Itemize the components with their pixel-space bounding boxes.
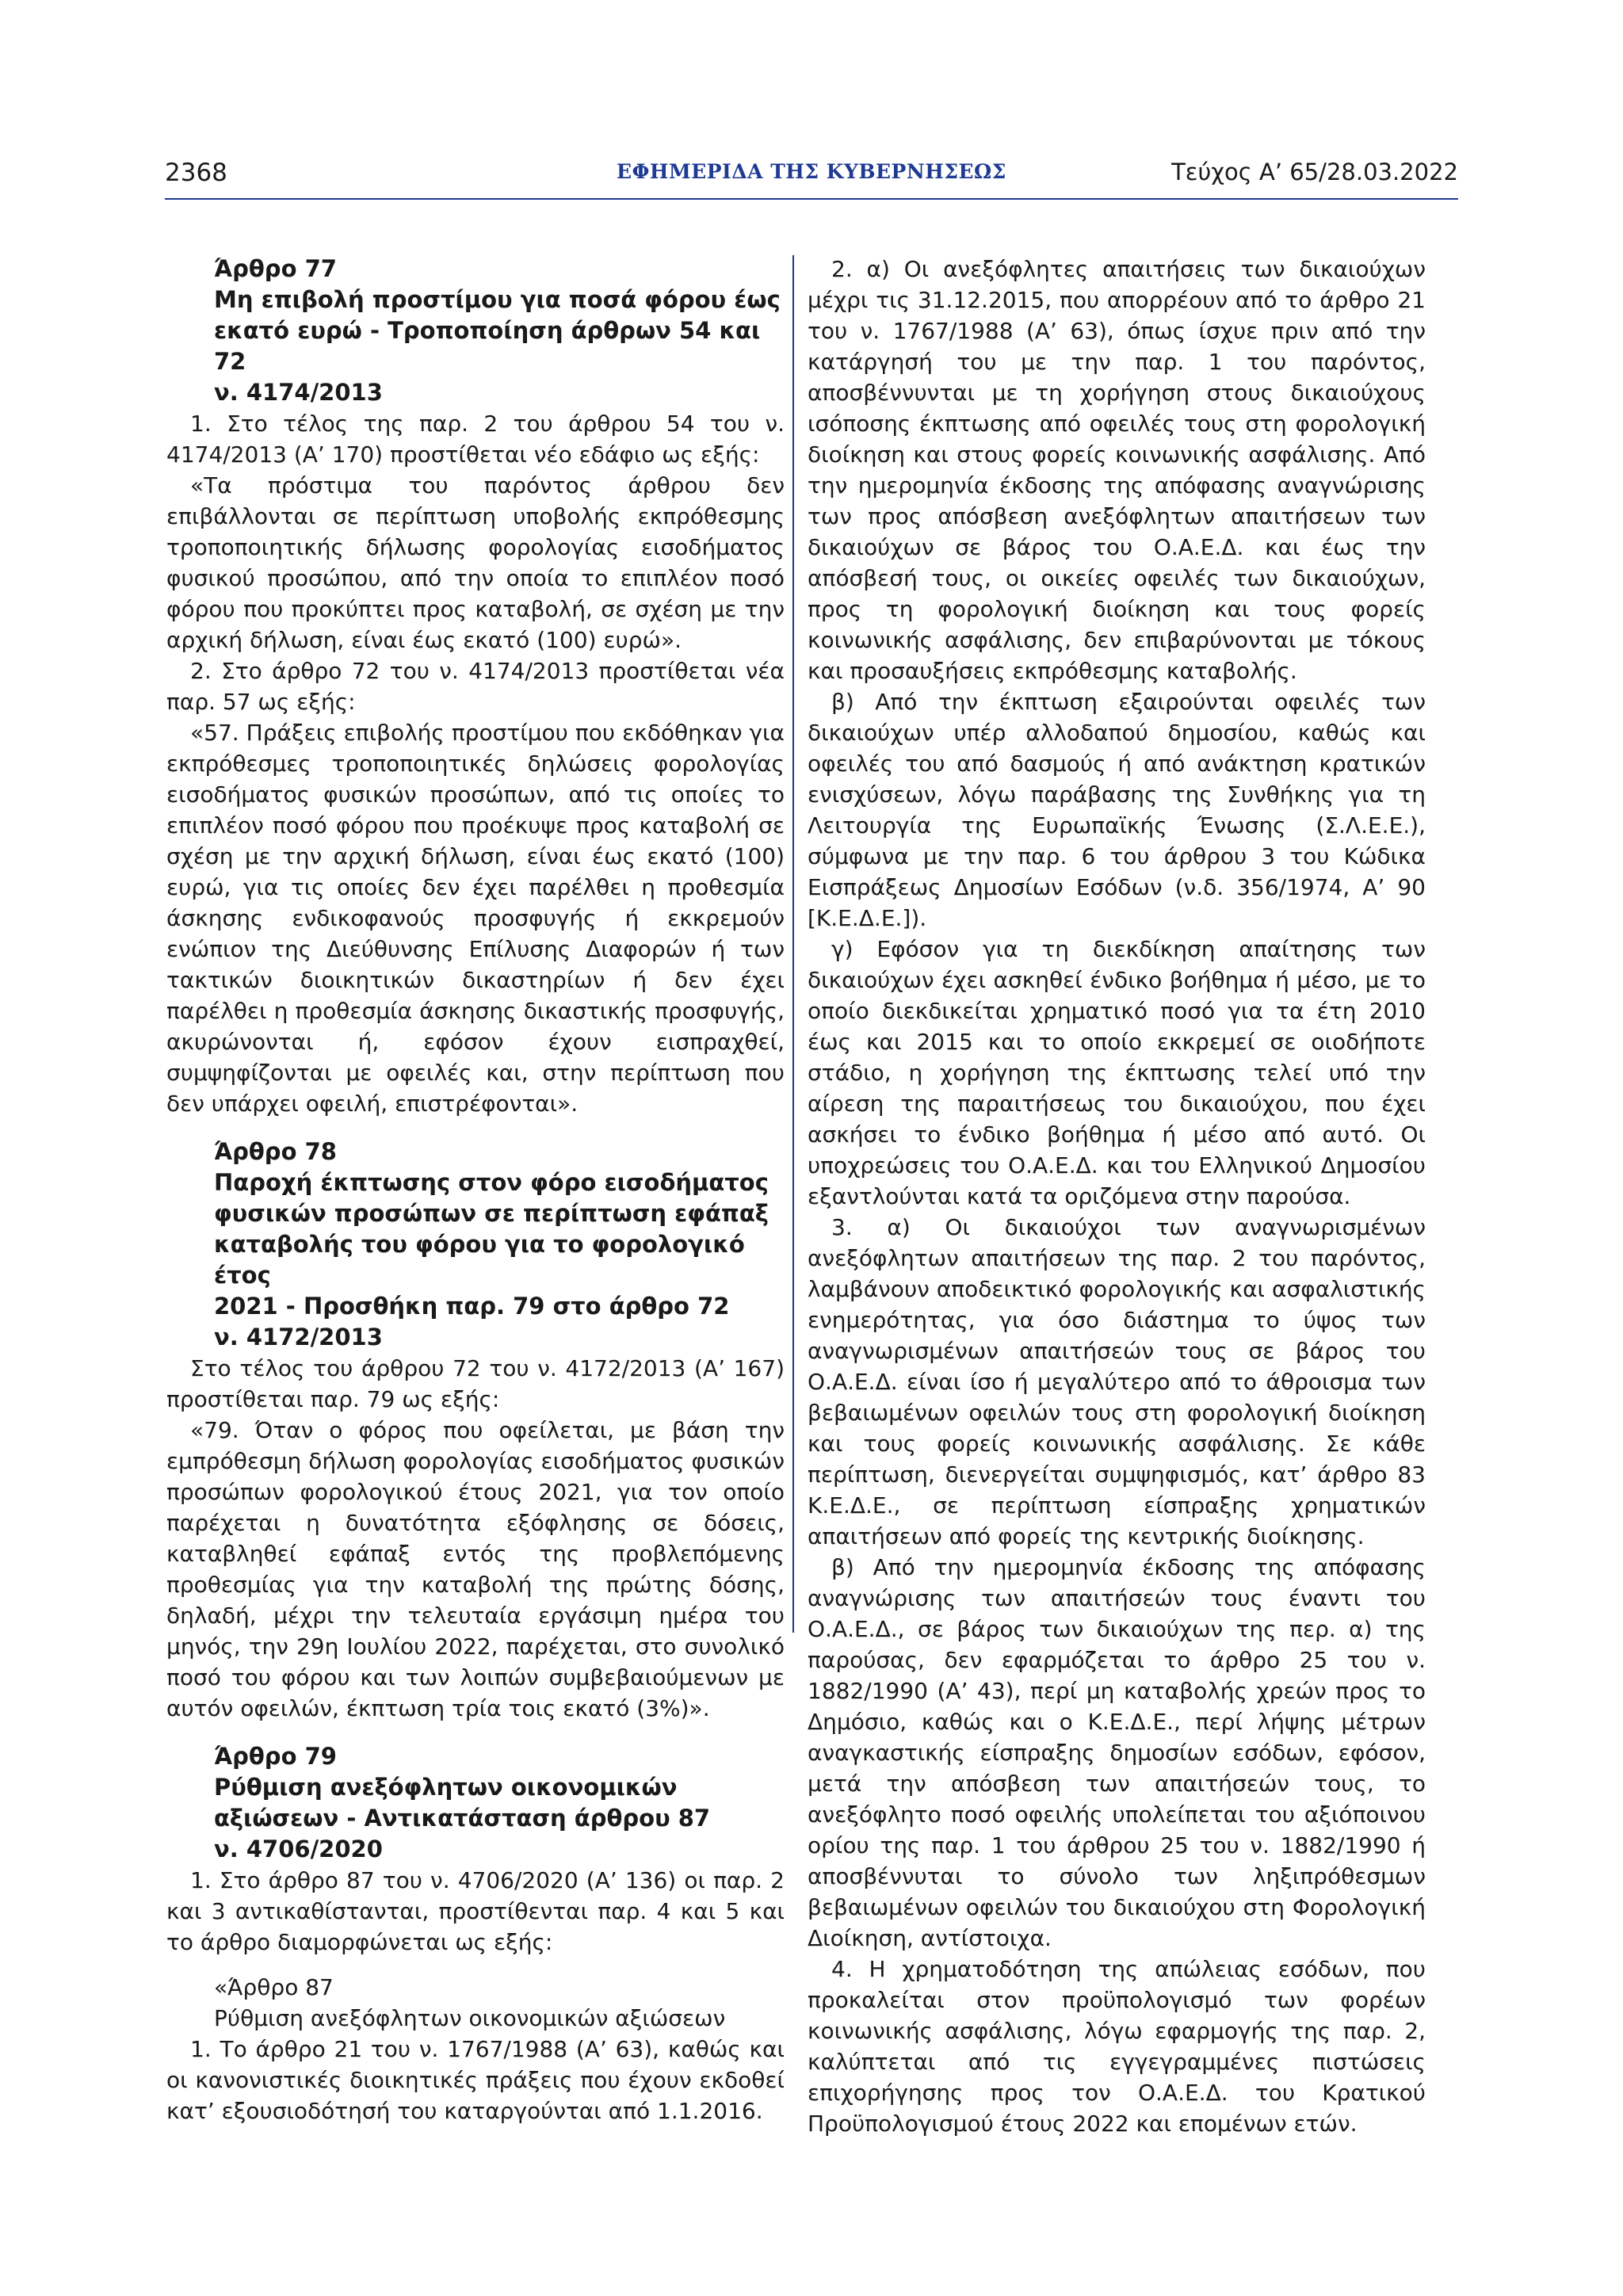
paragraph: β) Από την ημερομηνία έκδοσης της απόφασης αναγνώρισης των απαιτήσεών τους έναντι του Ο.Α.Ε.Δ., σε βάρος των δικαιούχων της περ. α) της παρούσας, δεν εφαρμόζεται το άρθρο 25 του ν. 1882/1990 (Α’ 43), περί μη καταβολής χρεών προς το Δημόσιο, καθώς και ο Κ.Ε.Δ.Ε., περί λήψης μέτρων αναγκαστικής είσπραξης δημοσίων εσόδων, εφόσον, μετά την απόσβεση των απαιτήσεών τους, το ανεξόφλητο ποσό οφειλής υπολείπεται του αξιόποινου ορίου της παρ. 1 του άρθρου 25 του ν. 1882/1990 ή αποσβέννυται το σύνολο των ληξιπρόθεσμων βεβαιωμένων οφειλών του δικαιούχου στη Φορολογική Διοίκηση, αντίστοιχα. bbox=[808, 1554, 1426, 1951]
paragraph: «57. Πράξεις επιβολής προστίμου που εκδόθηκαν για εκπρόθεσμες τροποποιητικές δηλώσεις φορολογίας εισοδήματος φυσικών προσώπων, από τις οποίες το επιπλέον ποσό φόρου που προέκυψε προς καταβολή σε σχέση με την αρχική δήλωση, είναι έως εκατό (100) ευρώ, για τις οποίες δεν έχει παρέλθει η προθεσμία άσκησης ενδικοφανούς προσφυγής ή εκκρεμούν ενώπιον της Διεύθυνσης Επίλυσης Διαφορών ή των τακτικών διοικητικών δικαστηρίων ή δεν έχει παρέλθει η προθεσμία άσκησης δικαστικής προσφυγής, ακυρώνονται ή, εφόσον έχουν εισπραχθεί, συμψηφίζονται με οφειλές και, στην περίπτωση που δεν υπάρχει οφειλή, επιστρέφονται». bbox=[166, 720, 785, 1117]
page-number: 2368 bbox=[165, 159, 227, 187]
article-number: Άρθρο 78 bbox=[214, 1138, 337, 1165]
paragraph: γ) Εφόσον για τη διεκδίκηση απαίτησης των δικαιούχων έχει ασκηθεί ένδικο βοήθημα ή μέσο, με το οποίο διεκδικείται χρηματικό ποσό για τα έτη 2010 έως και 2015 και το οποίο εκκρεμεί σε οιοδήποτε στάδιο, η χορήγηση της έκπτωσης τελεί υπό την αίρεση της παραιτήσεως του δικαιούχου, που έχει ασκήσει το ένδικο βοήθημα ή μέσο από αυτό. Οι υποχρεώσεις του Ο.Α.Ε.Δ. και του Ελληνικού Δημοσίου εξαντλούνται κατά τα οριζόμενα στην παρούσα. bbox=[808, 936, 1426, 1209]
article-number: Άρθρο 79 bbox=[214, 1743, 337, 1770]
paragraph: β) Από την έκπτωση εξαιρούνται οφειλές των δικαιούχων υπέρ αλλοδαπού δημοσίου, καθώς και οφειλές του από δασμούς ή από ανάκτηση κρατικών ενισχύσεων, λόγω παράβασης της Συνθήκης για τη Λειτουργία της Ευρωπαϊκής Ένωσης (Σ.Λ.Ε.Ε.), σύμφωνα με την παρ. 6 του άρθρου 3 του Κώδικα Εισπράξεως Δημοσίων Εσόδων (ν.δ. 356/1974, Α’ 90 [Κ.Ε.Δ.Ε.]). bbox=[808, 689, 1426, 931]
column-divider bbox=[792, 255, 794, 1633]
issue-info: Τεύχος Α’ 65/28.03.2022 bbox=[1171, 159, 1458, 185]
journal-title: ΕΦΗΜΕΡΙΔΑ ΤΗΣ ΚΥΒΕΡΝΗΣΕΩΣ bbox=[617, 160, 1006, 183]
paragraph: 1. Το άρθρο 21 του ν. 1767/1988 (Α’ 63), καθώς και οι κανονιστικές διοικητικές πράξεις που έχουν εκδοθεί κατ’ εξουσιοδότησή του καταργούνται από 1.1.2016. bbox=[166, 2036, 785, 2124]
paragraph: 1. Στο τέλος της παρ. 2 του άρθρου 54 του ν. 4174/2013 (Α’ 170) προστίθεται νέο εδάφιο ως εξής: bbox=[166, 411, 785, 468]
paragraph: 1. Στο άρθρο 87 του ν. 4706/2020 (Α’ 136) οι παρ. 2 και 3 αντικαθίστανται, προστίθενται παρ. 4 και 5 και το άρθρο διαμορφώνεται ως εξής: bbox=[166, 1867, 785, 1955]
paragraph: Στο τέλος του άρθρου 72 του ν. 4172/2013 (Α’ 167) προστίθεται παρ. 79 ως εξής: bbox=[166, 1355, 785, 1412]
quoted-article-title: Ρύθμιση ανεξόφλητων οικονομικών αξιώσεων bbox=[214, 2005, 726, 2031]
article-77-heading bbox=[214, 254, 785, 408]
right-column bbox=[808, 254, 1426, 2139]
left-column bbox=[166, 254, 785, 2126]
page-header bbox=[165, 159, 1458, 193]
article-number: Άρθρο 77 bbox=[214, 255, 337, 282]
article-title: Ρύθμιση ανεξόφλητων οικονομικών αξιώσεων - Αντικατάσταση άρθρου 87 ν. 4706/2020 bbox=[214, 1774, 711, 1862]
article-79-heading bbox=[214, 1741, 785, 1865]
paragraph: «79. Όταν ο φόρος που οφείλεται, με βάση την εμπρόθεσμη δήλωση φορολογίας εισοδήματος φυσικών προσώπων φορολογικού έτους 2021, για τον οποίο παρέχεται η δυνατότητα εξόφλησης σε δόσεις, καταβληθεί εφάπαξ εντός της προβλεπόμενης προθεσμίας για την καταβολή της πρώτης δόσης, δηλαδή, μέχρι την τελευταία εργάσιμη ημέρα του μηνός, την 29η Ιουλίου 2022, παρέχεται, στο συνολικό ποσό του φόρου και των λοιπών συμβεβαιούμενων με αυτόν οφειλών, έκπτωση τρία τοις εκατό (3%)». bbox=[166, 1417, 785, 1721]
paragraph: «Τα πρόστιμα του παρόντος άρθρου δεν επιβάλλονται σε περίπτωση υποβολής εκπρόθεσμης τροποποιητικής δήλωσης φορολογίας εισοδήματος φυσικού προσώπου, από την οποία το επιπλέον ποσό φόρου που προκύπτει προς καταβολή, σε σχέση με την αρχική δήλωση, είναι έως εκατό (100) ευρώ». bbox=[166, 472, 785, 653]
article-78-heading bbox=[214, 1137, 785, 1353]
paragraph: 4. Η χρηματοδότηση της απώλειας εσόδων, που προκαλείται στον προϋπολογισμό των φορέων κοινωνικής ασφάλισης, λόγω εφαρμογής της παρ. 2, καλύπτεται από τις εγγεγραμμένες πιστώσεις επιχορήγησης προς τον Ο.Α.Ε.Δ. του Κρατικού Προϋπολογισμού έτους 2022 και επομένων ετών. bbox=[808, 1956, 1426, 2137]
paragraph: 2. α) Οι ανεξόφλητες απαιτήσεις των δικαιούχων μέχρι τις 31.12.2015, που απορρέουν από το άρθρο 21 του ν. 1767/1988 (Α’ 63), όπως ίσχυε πριν από την κατάργησή του με την παρ. 1 του παρόντος, αποσβέννυνται με τη χορήγηση στους δικαιούχους ισόποσης έκπτωσης από οφειλές τους στη φορολογική διοίκηση και στους φορείς κοινωνικής ασφάλισης. Από την ημερομηνία έκδοσης της απόφασης αναγνώρισης των προς απόσβεση ανεξόφλητων απαιτήσεων των δικαιούχων σε βάρος του Ο.Α.Ε.Δ. και έως την απόσβεσή τους, οι οικείες οφειλές των δικαιούχων, προς τη φορολογική διοίκηση και τους φορείς κοινωνικής ασφάλισης, δεν επιβαρύνονται με τόκους και προσαυξήσεις εκπρόθεσμης καταβολής. bbox=[808, 256, 1426, 684]
article-title: Παροχή έκπτωσης στον φόρο εισοδήματος φυσικών προσώπων σε περίπτωση εφάπαξ καταβολής του φόρου για το φορολογικό έτος 2021 - Προσθήκη παρ. 79 στο άρθρο 72 ν. 4172/2013 bbox=[214, 1169, 769, 1350]
paragraph: 3. α) Οι δικαιούχοι των αναγνωρισμένων ανεξόφλητων απαιτήσεων της παρ. 2 του παρόντος, λαμβάνουν αποδεικτικό φορολογικής και ασφαλιστικής ενημερότητας, για όσο διάστημα το ύψος των αναγνωρισμένων απαιτήσεών τους σε βάρος του Ο.Α.Ε.Δ. είναι ίσο ή μεγαλύτερο από το άθροισμα των βεβαιωμένων οφειλών τους στη φορολογική διοίκηση και τους φορείς κοινωνικής ασφάλισης. Σε κάθε περίπτωση, διενεργείται συμψηφισμός, κατ’ άρθρο 83 Κ.Ε.Δ.Ε., σε περίπτωση είσπραξης χρηματικών απαιτήσεων από φορείς της κεντρικής διοίκησης. bbox=[808, 1214, 1426, 1549]
header-rule bbox=[165, 198, 1458, 200]
paragraph: 2. Στο άρθρο 72 του ν. 4174/2013 προστίθεται νέα παρ. 57 ως εξής: bbox=[166, 658, 785, 715]
quoted-article-number: «Άρθρο 87 bbox=[214, 1974, 334, 2000]
article-title: Μη επιβολή προστίμου για ποσά φόρου έως εκατό ευρώ - Τροποποίηση άρθρων 54 και 72 ν. 4174/2013 bbox=[214, 286, 781, 406]
